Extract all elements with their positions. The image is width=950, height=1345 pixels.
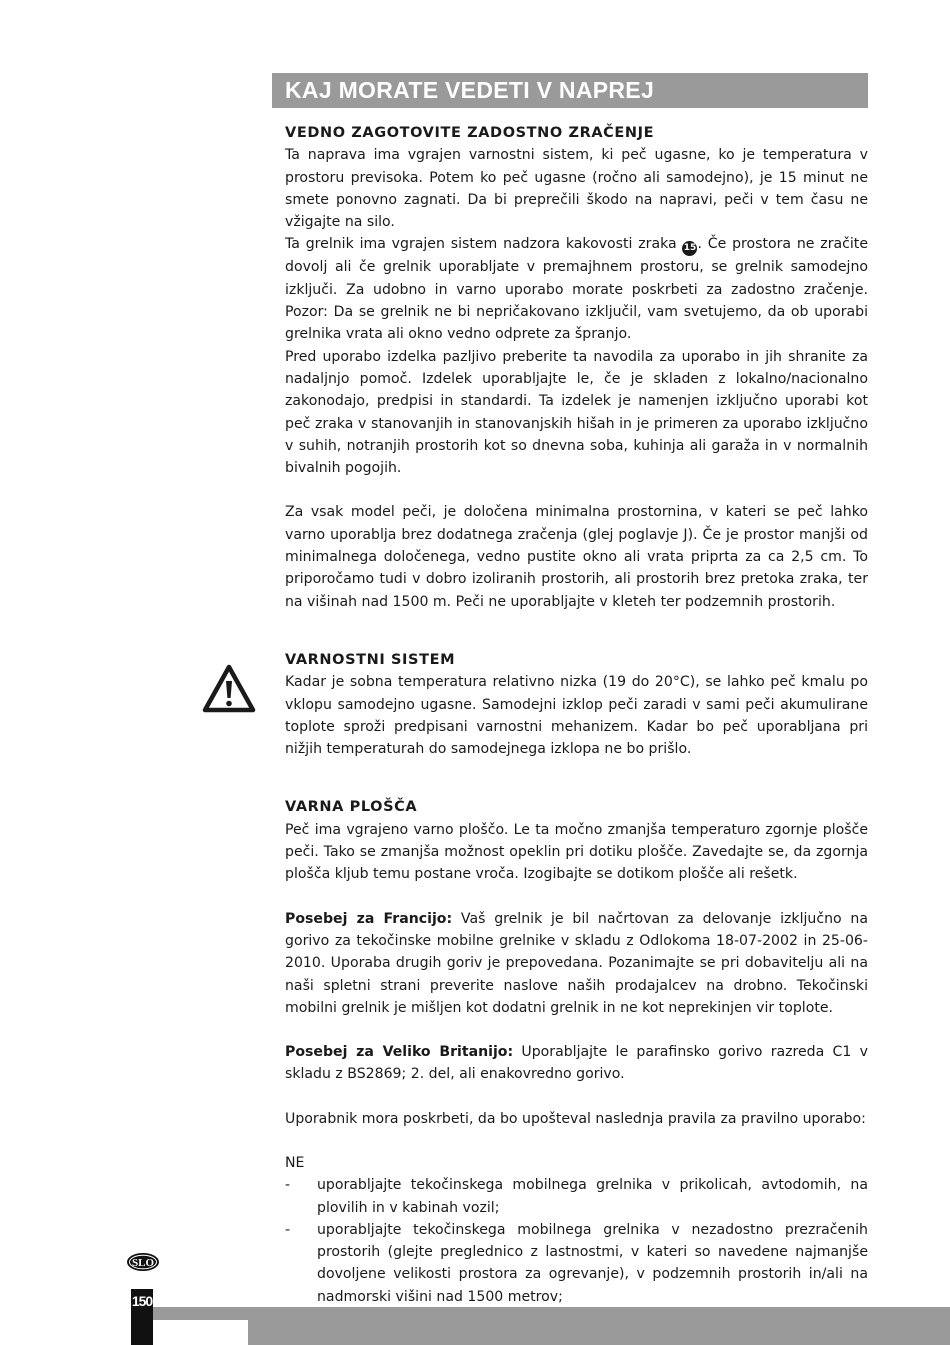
paragraph: Uporabnik mora poskrbeti, da bo upošteval naslednja pravila za pravilno uporabo: [285, 1110, 866, 1127]
list-intro: NE [285, 1154, 305, 1171]
paragraph-text: Ta grelnik ima vgrajen sistem nadzora kakovosti zraka [285, 236, 683, 253]
page-title: KAJ MORATE VEDETI V NAPREJ [272, 73, 868, 108]
paragraph: Za vsak model peči, je določena minimalna prostornina, v kateri se peč lahko varno uporablja brez dodatnega zračenja (glej poglavje J). Če je prostor manjši od minimalnega določenega, vedno pustite okno ali vrata priprta za ca 2,5 cm. To priporočamo tudi v dobro izoliranih prostorih, ali prostorih brez pretoka zraka, ter na višinah nad 1500 m. Peči ne uporabljajte v kleteh ter podzemnih prostorih. [285, 504, 868, 610]
label-france: Posebej za Francijo: [285, 910, 453, 927]
footer-bar [153, 1307, 950, 1345]
list-dash: - [285, 1177, 291, 1194]
paragraph-air-quality [285, 233, 868, 345]
slo-badge-text: SLO [131, 1257, 155, 1269]
list-dash: - [285, 1221, 291, 1238]
paragraph: Kadar je sobna temperatura relativno nizka (19 do 20°C), se lahko peč kmalu po vklopu samodejno ugasne. Samodejni izklop peči zaradi v sami peči akumulirane toplote sproži predpisani varnostni mehanizem. Kadar bo peč uporabljana pri nižjih temperaturah do samodejnega izklopa ne bo prišlo. [285, 674, 868, 758]
warning-triangle-icon [202, 664, 256, 714]
slo-language-badge [126, 1252, 160, 1272]
list-item: - uporabljajte tekočinskega mobilnega grelnika v prikolicah, avtodomih, na plovilih in v kabinah vozil; [285, 1174, 868, 1219]
paragraph: Pred uporabo izdelka pazljivo preberite ta navodila za uporabo in jih shranite za nadaljnjo pomoč. Izdelek uporabljajte le, če je skladen z lokalno/nacionalno zakonodajo, predpisi in standardi. Ta izdelek je namenjen izključno uporabi kot peč zraka v stanovanjih in stanovanjskih hišah in je primeren za uporabo izključno v suhih, notranjih prostorih kot so dnevna soba, kuhinja ali garaža in v normalnih bivalnih pogojih. [285, 348, 868, 477]
paragraph-uk [285, 1041, 868, 1086]
paragraph-france [285, 908, 868, 1019]
page-number: 150 [131, 1293, 153, 1309]
paragraph-text: . Če prostora ne zračite dovolj ali če grelnik uporabljate v premajhnem prostoru, se grelnik samodejno izključi. Za udobno in varno uporabo morate poskrbeti za zadostno zračenje. Pozor: Da se grelnik ne bi nepričakovano izklјučil, vam svetujemo, da ob uporabi grelnika vrata ali okno vedno odprete za špranjo. [285, 236, 868, 343]
main-content [285, 122, 868, 1330]
list-item: - uporabljajte tekočinskega mobilnega grelnika v nezadostno prezračenih prostorih (glejte preglednico z lastnostmi, v kateri so navedene najmanjše dovoljene velikosti prostora za ogrevanje), v podzemnih prostorih in/ali na nadmorski višini nad 1500 metrov; [285, 1219, 868, 1308]
footer-bar-gap [153, 1320, 248, 1345]
label-uk: Posebej za Veliko Britanijo: [285, 1044, 514, 1061]
section-heading-safe-plate: VARNA PLOŠČA [285, 799, 418, 816]
paragraph: Peč ima vgrajeno varno ploščo. Le ta močno zmanjša temperaturo zgornje plošče peči. Tako se zmanjša možnost opeklin pri dotiku plošče. Zavedajte se, da zgornja plošča kljub temu postane vroča. Izogibajte se dotikom plošče ali rešetk. [285, 821, 868, 883]
section-heading-safety-system: VARNOSTNI SISTEM [285, 651, 456, 668]
section-heading-ventilation: VEDNO ZAGOTOVITE ZADOSTNO ZRAČENJE [285, 125, 655, 141]
paragraph-text: Vaš grelnik je bil načrtovan za delovanje izključno na gorivo za tekočinske mobilne grelnike v skladu z Odlokoma 18-07-2002 in 25-06-2010. Uporaba drugih goriv je prepovedana. Pozanimajte se pri dobavitelju ali na naši spletni strani preverite naslove naših prodajalcev na drobno. Tekočinski mobilni grelnik je mišljen kot dodatni grelnik in ne kot neprekinjen vir toplote. [285, 910, 868, 1016]
paragraph-text: Uporabljajte le parafinsko gorivo razreda C1 v skladu z BS2869; 2. del, ali enakovredno gorivo. [285, 1044, 868, 1083]
paragraph: Ta naprava ima vgrajen varnostni sistem, ki peč ugasne, ko je temperatura v prostoru previsoka. Potem ko peč ugasne (ročno ali samodejno), je 15 minut ne smete ponovno zagnati. Da bi preprečili škodo na napravi, peči v tem času ne vžigajte na silo. [285, 147, 868, 231]
reference-number-badge: 15 [682, 241, 697, 256]
